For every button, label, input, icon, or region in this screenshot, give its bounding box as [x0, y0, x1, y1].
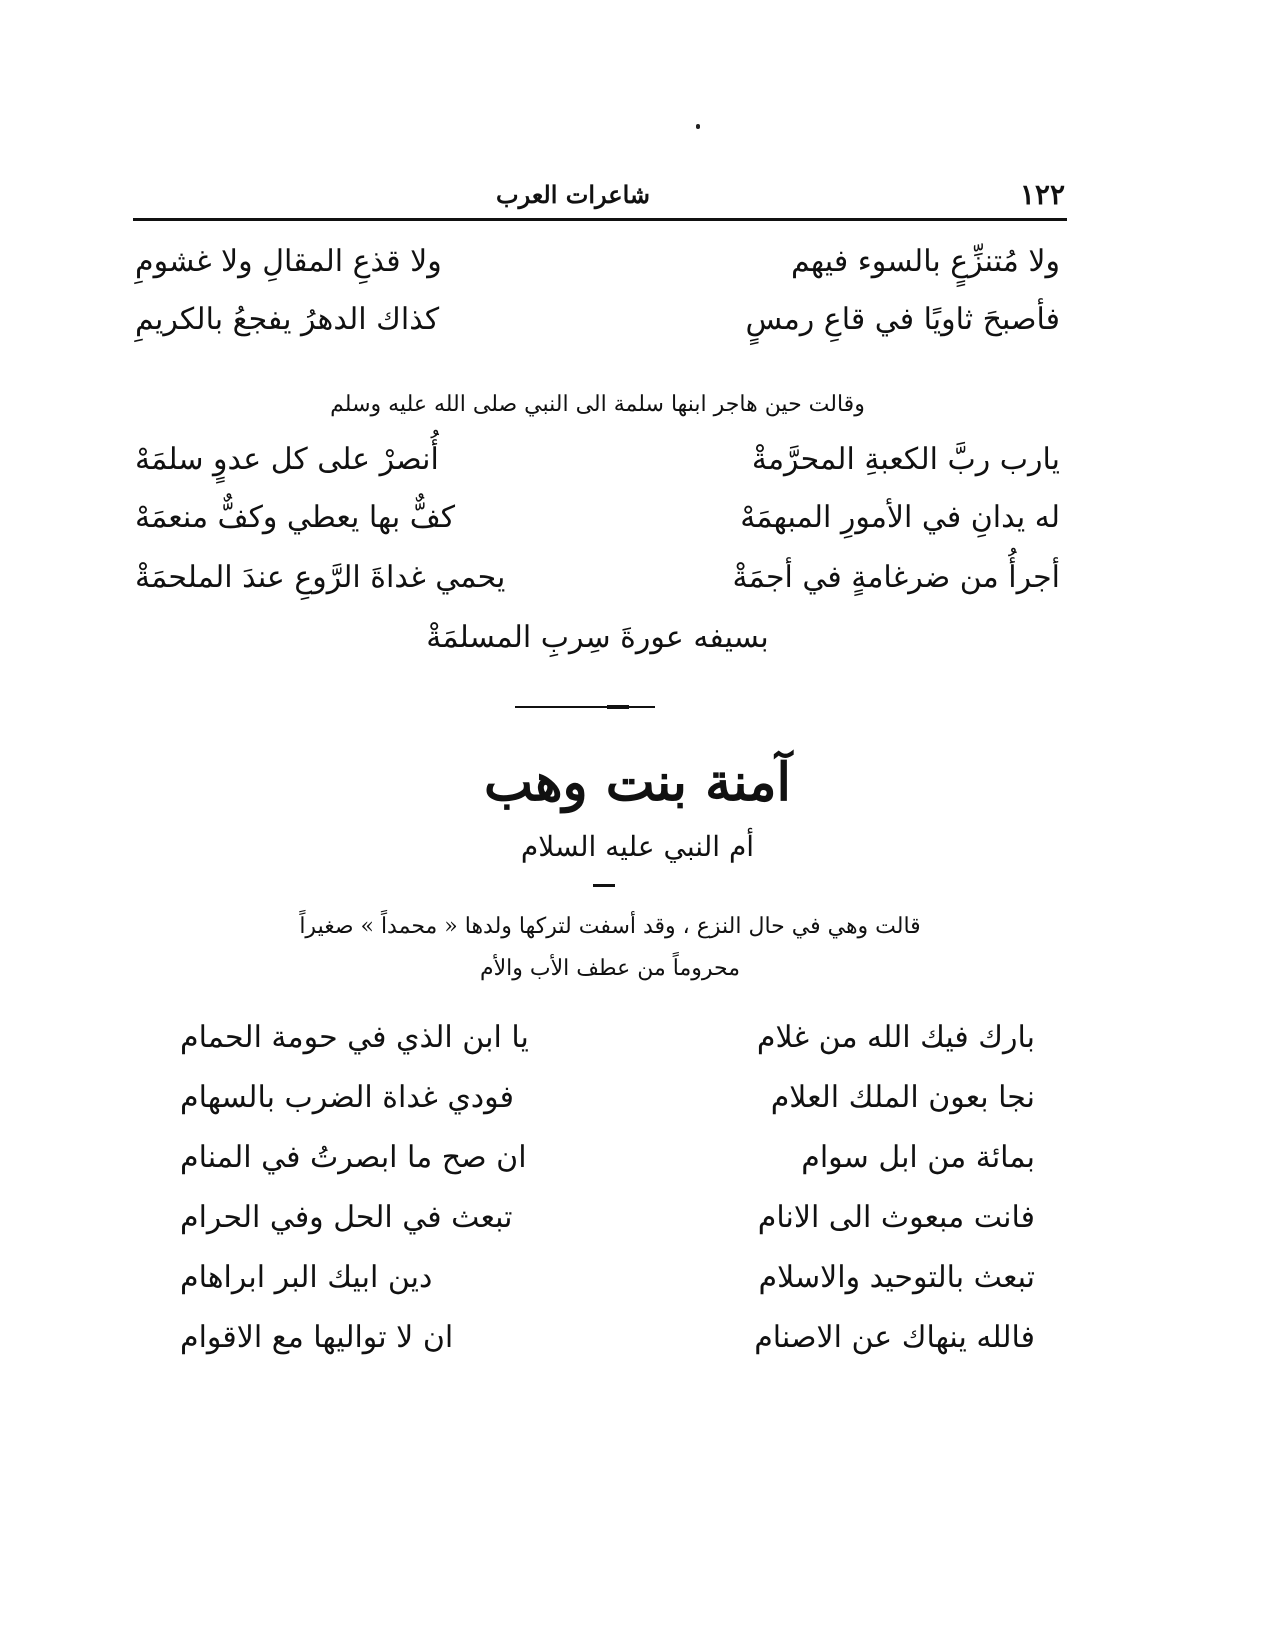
section-divider: [515, 706, 655, 708]
section-intro: وقالت حين هاجر ابنها سلمة الى النبي صلى الله عليه وسلم: [330, 392, 865, 417]
verse-line: [135, 442, 1060, 486]
section-subtitle: أم النبي عليه السلام: [520, 830, 755, 863]
verse-hemistich-left: تبعث في الحل وفي الحرام: [180, 1200, 513, 1235]
section-title: آمنة بنت وهب: [484, 752, 791, 813]
section-intro-line: قالت وهي في حال النزع ، وقد أسفت لتركها ولدها « محمداً » صغيراً: [299, 914, 921, 939]
verse-hemistich-right: فأصبحَ ثاويًا في قاعِ رمسٍ: [745, 302, 1060, 337]
small-dash: [593, 884, 615, 887]
verse-line: [135, 302, 1060, 346]
verse-hemistich-right: فانت مبعوث الى الانام: [757, 1200, 1035, 1235]
page-number: ١٢٢: [1019, 178, 1065, 211]
header-rule: [133, 218, 1067, 221]
verse-hemistich-right: يارب ربَّ الكعبةِ المحرَّمةْ: [751, 442, 1060, 477]
verse-line: [180, 1260, 1035, 1304]
verse-line-centered: [135, 620, 1060, 664]
verse-hemistich-left: يحمي غداةَ الرَّوعِ عندَ الملحمَةْ: [135, 560, 506, 595]
verse-hemistich-right: له يدانِ في الأمورِ المبهمَهْ: [740, 500, 1060, 535]
verse-line: [135, 500, 1060, 544]
verse-hemistich-right: بارك فيك الله من غلام: [756, 1020, 1035, 1055]
verse-line: [180, 1140, 1035, 1184]
verse-hemistich-left: أُنصرْ على كل عدوٍ سلمَهْ: [135, 442, 439, 477]
print-speck: [696, 124, 700, 129]
verse-hemistich-left: كذاك الدهرُ يفجعُ بالكريمِ: [135, 302, 440, 337]
verse-hemistich-left: ان لا تواليها مع الاقوام: [180, 1320, 454, 1355]
running-title: شاعرات العرب: [496, 180, 650, 209]
verse-hemistich-right: بمائة من ابل سوام: [801, 1140, 1035, 1175]
section-intro-line: محروماً من عطف الأب والأم: [480, 956, 740, 981]
verse-line: [180, 1020, 1035, 1064]
verse-line: [180, 1200, 1035, 1244]
verse-hemistich-left: دين ابيك البر ابراهام: [180, 1260, 433, 1295]
verse-hemistich-left: ولا قذعِ المقالِ ولا غشومِ: [135, 244, 442, 279]
verse-hemistich-right: تبعث بالتوحيد والاسلام: [758, 1260, 1035, 1295]
page-header: [135, 178, 1065, 218]
verse-hemistich-left: ان صح ما ابصرتُ في المنام: [180, 1140, 527, 1175]
verse-line: [180, 1320, 1035, 1364]
verse-hemistich-right: ولا مُتنزِّعٍ بالسوء فيهم: [790, 244, 1060, 279]
verse-hemistich-right: فالله ينهاك عن الاصنام: [754, 1320, 1035, 1355]
verse-hemistich-center: بسيفه عورةَ سِربِ المسلمَةْ: [426, 620, 769, 655]
verse-hemistich-right: نجا بعون الملك العلام: [770, 1080, 1035, 1115]
verse-hemistich-left: كفٌّ بها يعطي وكفٌّ منعمَهْ: [135, 500, 456, 535]
verse-hemistich-left: فودي غداة الضرب بالسهام: [180, 1080, 514, 1115]
verse-line: [135, 244, 1060, 288]
verse-hemistich-right: أجرأُ من ضرغامةٍ في أجمَةْ: [732, 560, 1060, 595]
verse-line: [180, 1080, 1035, 1124]
verse-hemistich-left: يا ابن الذي في حومة الحمام: [180, 1020, 529, 1055]
verse-line: [135, 560, 1060, 604]
